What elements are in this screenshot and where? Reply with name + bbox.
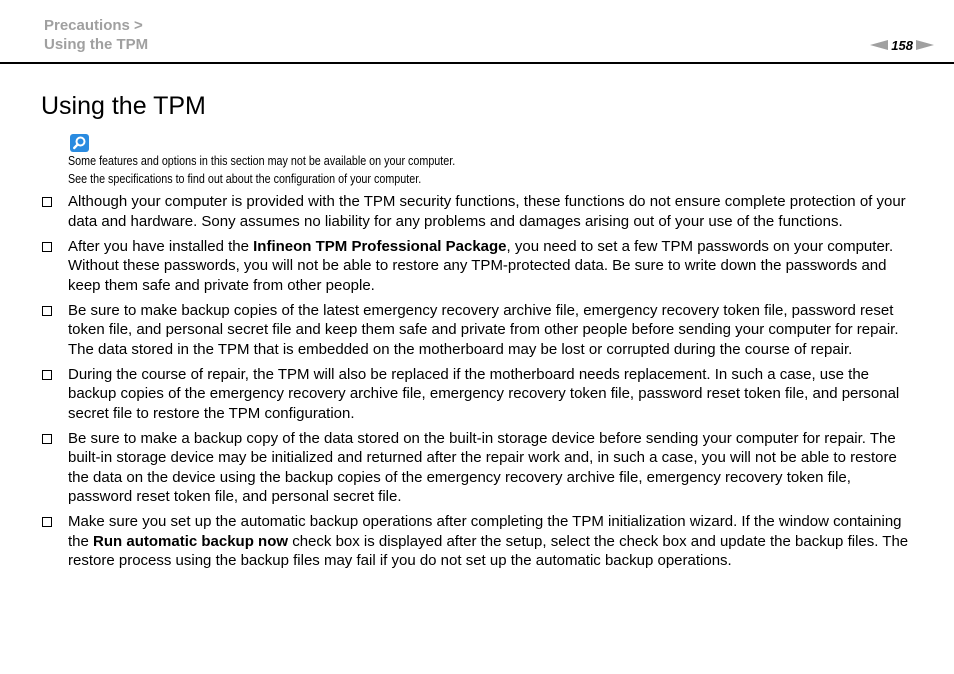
bullet-text: During the course of repair, the TPM will also be replaced if the motherboard needs replacement. In such a case, use the backup copies of the emergency recovery archive file, emergency recovery token file, password reset token file, and personal secret file to restore the TPM configuration. — [68, 365, 900, 422]
list-item — [41, 429, 913, 507]
bullet-bold-text: Infineon TPM Professional Package — [253, 237, 507, 255]
bullet-text: Be sure to make a backup copy of the data stored on the built-in storage device before sending your computer for repair. The built-in storage device may be initialized and returned after the repair work and, in such a case, you will not be able to restore the data on the device using the backup copies of the emergency recovery archive file, emergency recovery token file, password reset token file, and personal secret file. — [68, 429, 897, 505]
breadcrumb-parent[interactable]: Precautions > — [44, 17, 143, 34]
note-line: Some features and options in this section may not be available on your computer. — [68, 154, 456, 168]
page-navigator — [870, 36, 934, 54]
page-title: Using the TPM — [41, 92, 206, 120]
bullet-text: Although your computer is provided with the TPM security functions, these functions do not ensure complete protection of your data and hardware. Sony assumes no liability for any problems and damages arising out of your use of the functions. — [68, 193, 906, 230]
previous-page-arrow-icon[interactable] — [870, 40, 888, 50]
page-number: 158 — [891, 37, 913, 53]
checkbox-bullet-icon — [42, 434, 52, 444]
precautions-list — [41, 192, 913, 576]
checkbox-bullet-icon — [42, 370, 52, 380]
checkbox-bullet-icon — [42, 197, 52, 207]
next-page-arrow-icon[interactable] — [916, 40, 934, 50]
checkbox-bullet-icon — [42, 306, 52, 316]
bullet-bold-text: Run automatic backup now — [93, 532, 289, 550]
list-item — [41, 192, 913, 231]
list-item — [41, 237, 913, 296]
list-item — [41, 365, 913, 424]
note-line: See the specifications to find out about the configuration of your computer. — [68, 172, 422, 186]
header-divider — [0, 62, 954, 64]
bullet-text: check box is displayed after the setup, select the check box and update the backup files. The restore process using the backup files may fail if you do not set up the automatic backup operations. — [68, 532, 909, 569]
checkbox-bullet-icon — [42, 517, 52, 527]
list-item — [41, 512, 913, 571]
magnifier-note-icon — [70, 134, 89, 152]
bullet-text: After you have installed the — [68, 237, 254, 255]
note-text — [68, 152, 455, 188]
checkbox-bullet-icon — [42, 242, 52, 252]
breadcrumb-current[interactable]: Using the TPM — [44, 36, 149, 53]
list-item — [41, 301, 913, 360]
breadcrumb — [44, 16, 148, 54]
bullet-text: , you need to set a few TPM passwords on your computer. Without these passwords, you will not be able to restore any TPM-protected data. Be sure to write down the passwords and keep them safe and private from other people. — [68, 237, 894, 294]
bullet-text: Be sure to make backup copies of the latest emergency recovery archive file, emergency recovery token file, password reset token file, and personal secret file and keep them safe and private from other people before sending your computer for repair. The data stored in the TPM that is embedded on the motherboard may be lost or corrupted during the course of repair. — [68, 301, 899, 358]
bullet-text: Make sure you set up the automatic backup operations after completing the TPM initialization wizard. If the window containing the — [68, 513, 902, 550]
